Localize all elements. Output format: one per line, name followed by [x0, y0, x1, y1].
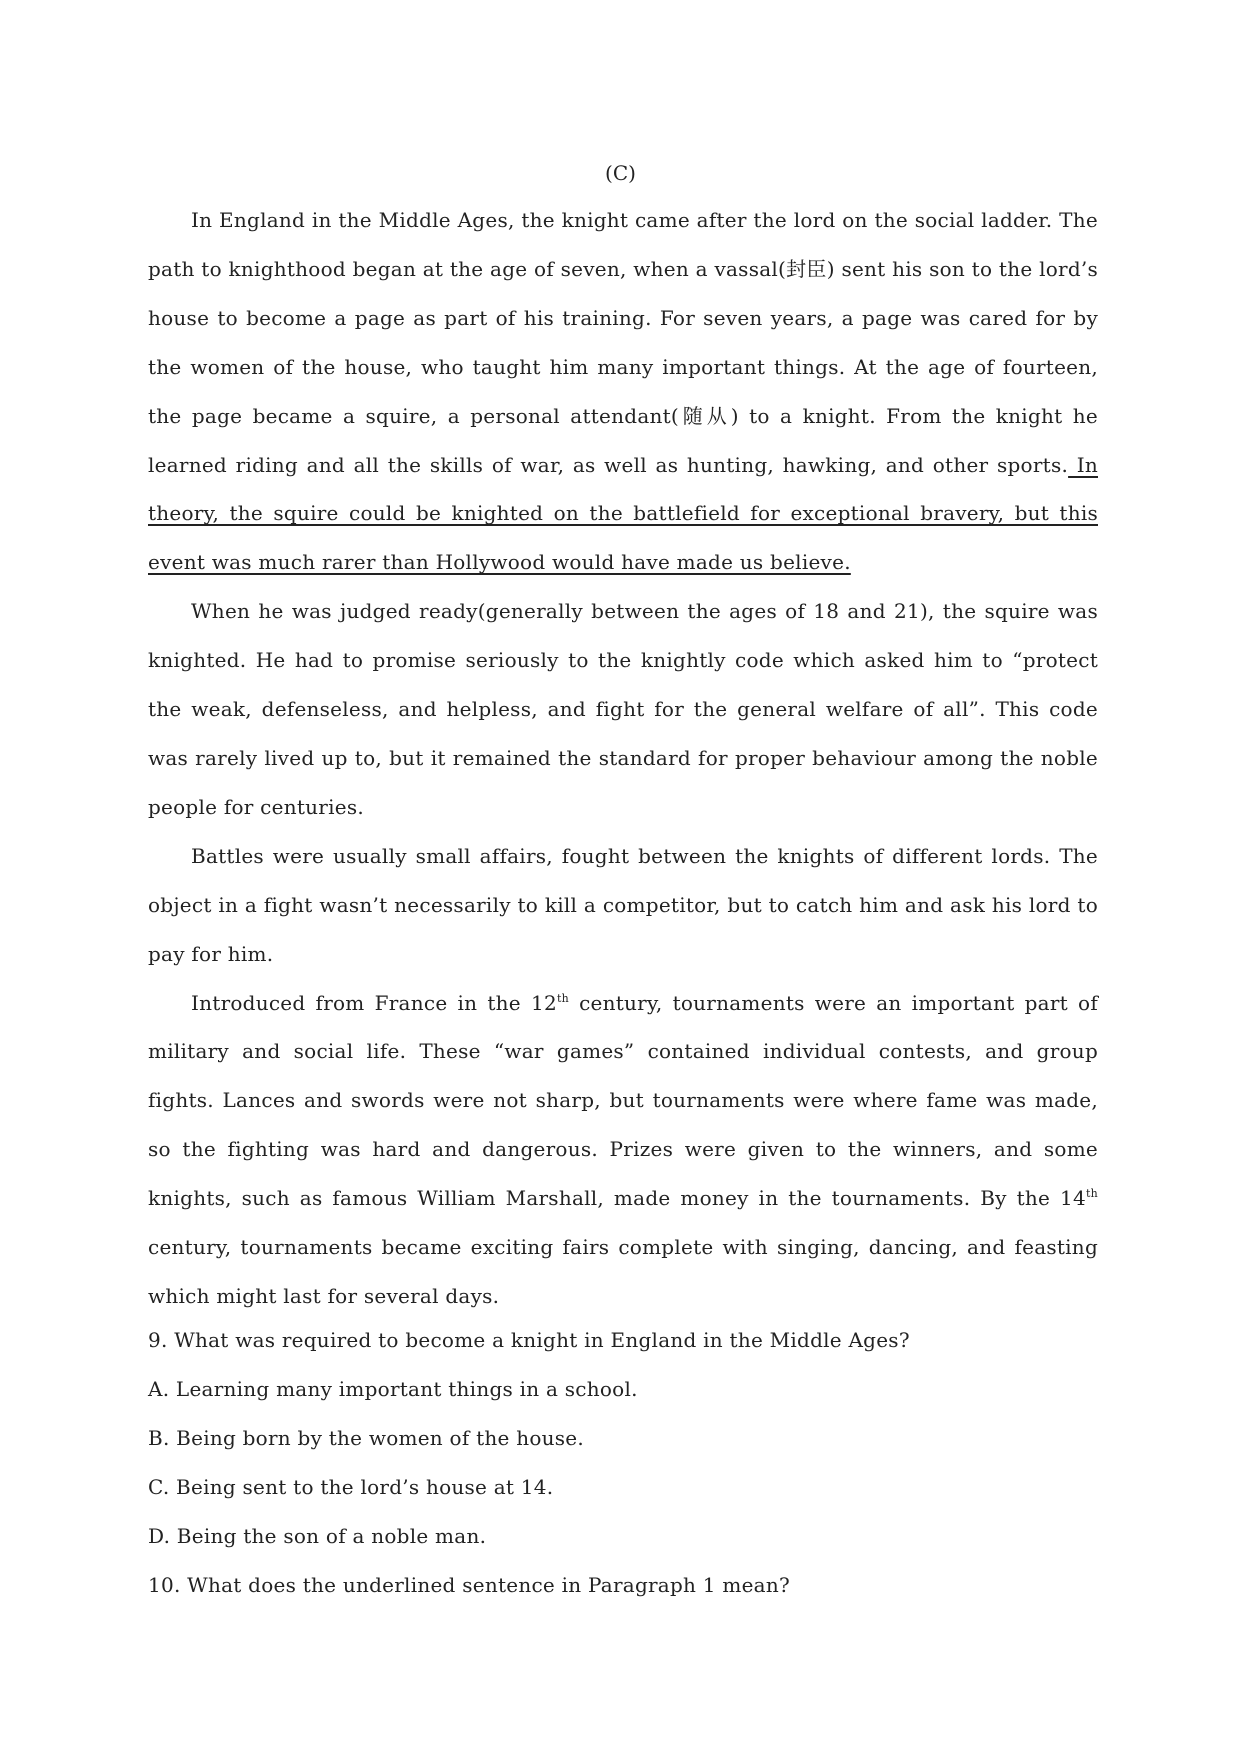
paragraph-4-text-b: century, tournaments were an important part of military and social life. These “war games” contained individual contests, and group fights. Lances and swords were not sharp, but tournaments were where fame was made, so the fighting was hard and dangerous. Prizes were given to the winners, and some knights, such as famous William Marshall, made money in the tournaments. By the 14	[148, 990, 1098, 1211]
option-9d: D. Being the son of a noble man.	[148, 1523, 487, 1548]
paragraph-4-text-a: Introduced from France in the 12	[191, 990, 557, 1015]
question-9: 9. What was required to become a knight in England in the Middle Ages?	[148, 1328, 910, 1352]
questions	[148, 1316, 1098, 1609]
option-9a: A. Learning many important things in a school.	[148, 1376, 638, 1401]
paragraph-4-text-c: century, tournaments became exciting fairs complete with singing, dancing, and feasting which might last for several days.	[148, 1235, 1098, 1308]
option-9b: B. Being born by the women of the house.	[148, 1425, 584, 1450]
ordinal-suffix: th	[556, 991, 569, 1005]
option-9c: C. Being sent to the lord’s house at 14.	[148, 1474, 554, 1499]
underlined-sentence: In theory, the squire could be knighted on the battlefield for exceptional bravery, but this event was much rarer than Hollywood would have made us believe.	[148, 452, 1098, 575]
passage	[148, 196, 1098, 1321]
section-heading: (C)	[605, 161, 636, 185]
paragraph-1-text: In England in the Middle Ages, the knight came after the lord on the social ladder. The path to knighthood began at the age of seven, when a vassal(封臣) sent his son to the lord’s house to become a page as part of his training. For seven years, a page was cared for by the women of the house, who taught him many important things. At the age of fourteen, the page became a squire, a personal attendant(随从) to a knight. From the knight he learned riding and all the skills of war, as well as hunting, hawking, and other sports.	[148, 208, 1098, 477]
paragraph-3: Battles were usually small affairs, fought between the knights of different lords. The object in a fight wasn’t necessarily to kill a competitor, but to catch him and ask his lord to pay for him.	[148, 843, 1098, 966]
paragraph-2: When he was judged ready(generally between the ages of 18 and 21), the squire was knighted. He had to promise seriously to the knightly code which asked him to “protect the weak, defenseless, and helpless, and fight for the general welfare of all”. This code was rarely lived up to, but it remained the standard for proper behaviour among the noble people for centuries.	[148, 599, 1098, 819]
question-10: 10. What does the underlined sentence in Paragraph 1 mean?	[148, 1572, 790, 1597]
paragraph-4	[148, 979, 1098, 1321]
ordinal-suffix: th	[1085, 1187, 1098, 1201]
paragraph-1	[148, 196, 1098, 587]
